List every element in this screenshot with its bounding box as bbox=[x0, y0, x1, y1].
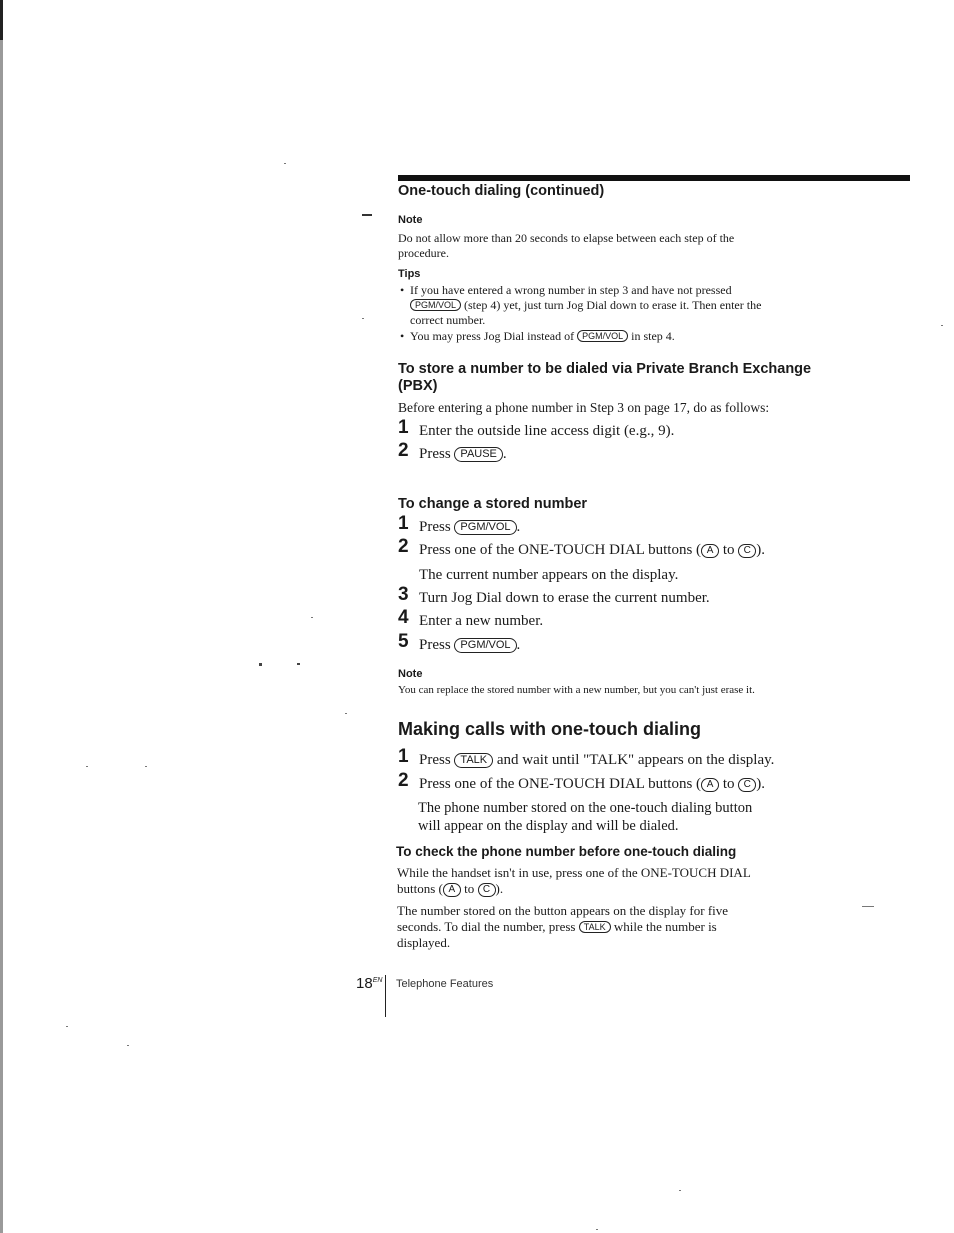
page-number-suffix: EN bbox=[372, 977, 383, 984]
scan-speck bbox=[596, 1229, 598, 1230]
bullet-icon: • bbox=[400, 283, 405, 297]
scan-speck bbox=[297, 663, 300, 665]
step-number: 1 bbox=[398, 417, 409, 438]
making-step-2-detail bbox=[418, 799, 752, 835]
step-number: 4 bbox=[398, 607, 409, 628]
pbx-heading-line: (PBX) bbox=[398, 378, 438, 394]
scan-speck bbox=[862, 906, 874, 907]
tip-text: correct number. bbox=[410, 313, 486, 327]
tips-list bbox=[398, 283, 818, 344]
scan-speck bbox=[941, 325, 943, 326]
step-text bbox=[419, 636, 520, 654]
scan-speck bbox=[127, 1045, 129, 1046]
step-text-part: . bbox=[516, 519, 521, 535]
step-text: Enter the outside line access digit (e.g., 9). bbox=[419, 423, 675, 439]
scan-speck bbox=[66, 1026, 68, 1027]
step-text bbox=[419, 775, 765, 793]
change-note-label: Note bbox=[398, 668, 423, 680]
scan-speck bbox=[145, 766, 147, 767]
paragraph-line: displayed. bbox=[397, 935, 451, 950]
step-text bbox=[419, 751, 774, 769]
step-text-part: and wait until "TALK" appears on the display. bbox=[496, 752, 775, 768]
bullet-icon: • bbox=[400, 329, 405, 343]
paragraph-text: seconds. To dial the number, press bbox=[397, 919, 576, 934]
footer-divider bbox=[385, 975, 386, 1017]
pgm-vol-key: PGM/VOL bbox=[454, 638, 516, 653]
paragraph-text: ). bbox=[495, 881, 504, 896]
step-text-part: Press one of the ONE-TOUCH DIAL buttons ( bbox=[419, 542, 702, 558]
step-number: 2 bbox=[398, 536, 409, 557]
section-title: One-touch dialing (continued) bbox=[398, 183, 605, 199]
scan-speck bbox=[284, 163, 286, 164]
scan-speck bbox=[86, 766, 88, 767]
c-key: C bbox=[738, 544, 756, 558]
check-heading: To check the phone number before one-touch dialing bbox=[396, 844, 737, 859]
making-calls-heading: Making calls with one-touch dialing bbox=[398, 719, 702, 739]
talk-key: TALK bbox=[579, 921, 611, 933]
step-text: Enter a new number. bbox=[419, 613, 544, 629]
check-paragraph-1 bbox=[397, 865, 751, 897]
check-paragraph-2 bbox=[397, 903, 728, 951]
pgm-vol-key: PGM/VOL bbox=[577, 330, 628, 342]
c-key: C bbox=[478, 883, 496, 897]
step-text-part: . bbox=[502, 446, 507, 462]
footer-section-title: Telephone Features bbox=[396, 978, 494, 990]
step-number: 1 bbox=[398, 513, 409, 534]
header-rule bbox=[398, 175, 910, 181]
tip-text: You may press Jog Dial instead of bbox=[410, 329, 575, 343]
change-heading: To change a stored number bbox=[398, 496, 588, 512]
step-number: 2 bbox=[398, 440, 409, 461]
scan-speck bbox=[259, 663, 262, 666]
paragraph-text: buttons ( bbox=[397, 881, 443, 896]
note-label: Note bbox=[398, 214, 423, 226]
pgm-vol-key: PGM/VOL bbox=[454, 520, 516, 535]
step-text bbox=[419, 541, 765, 559]
step-detail-line: The phone number stored on the one-touch dialing button bbox=[418, 800, 753, 816]
paragraph-line: While the handset isn't in use, press one of the ONE-TOUCH DIAL bbox=[397, 865, 751, 880]
tips-label: Tips bbox=[398, 268, 421, 280]
step-text bbox=[419, 518, 520, 536]
talk-key: TALK bbox=[454, 753, 493, 768]
a-key: A bbox=[443, 883, 461, 897]
step-number: 2 bbox=[398, 770, 409, 791]
a-key: A bbox=[701, 778, 719, 792]
step-detail-line: will appear on the display and will be dialed. bbox=[418, 818, 679, 834]
pbx-intro: Before entering a phone number in Step 3 on page 17, do as follows: bbox=[398, 400, 770, 415]
step-number: 3 bbox=[398, 584, 409, 605]
paragraph-line: The number stored on the button appears on the display for five bbox=[397, 903, 729, 918]
pause-key: PAUSE bbox=[454, 447, 502, 462]
pgm-vol-key: PGM/VOL bbox=[410, 299, 461, 311]
step-text bbox=[419, 445, 507, 463]
step-text-part: Press bbox=[419, 637, 451, 653]
step-text: Turn Jog Dial down to erase the current number. bbox=[419, 590, 710, 606]
scan-speck bbox=[345, 713, 347, 714]
scan-speck bbox=[362, 318, 364, 319]
paragraph-text: while the number is bbox=[613, 919, 717, 934]
tip-text: in step 4. bbox=[631, 329, 675, 343]
note-text: Do not allow more than 20 seconds to elapse between each step of the procedure. bbox=[398, 231, 735, 260]
tip-text: (step 4) yet, just turn Jog Dial down to erase it. Then enter the bbox=[464, 298, 762, 312]
tip-text: If you have entered a wrong number in step 3 and have not pressed bbox=[410, 283, 732, 297]
step-number: 1 bbox=[398, 746, 409, 767]
scan-speck bbox=[679, 1190, 681, 1191]
step-text-part: Press bbox=[419, 446, 451, 462]
step-text-part: Press one of the ONE-TOUCH DIAL buttons ( bbox=[419, 776, 702, 792]
step-text-part: to bbox=[722, 542, 735, 558]
step-text-part: . bbox=[516, 637, 521, 653]
a-key: A bbox=[701, 544, 719, 558]
page-number-value: 18 bbox=[356, 975, 373, 992]
scan-speck bbox=[362, 214, 372, 216]
step-text-part: Press bbox=[419, 752, 451, 768]
page-number bbox=[356, 975, 382, 992]
page-edge-mark bbox=[0, 0, 3, 40]
pbx-heading bbox=[398, 361, 811, 395]
step-text-part: Press bbox=[419, 519, 451, 535]
step-number: 5 bbox=[398, 631, 409, 652]
c-key: C bbox=[738, 778, 756, 792]
page-edge-shadow bbox=[0, 0, 3, 1233]
step-text-part: ). bbox=[756, 776, 765, 792]
pbx-heading-line: To store a number to be dialed via Private Branch Exchange bbox=[398, 361, 812, 377]
tip-item bbox=[398, 329, 818, 344]
paragraph-text: to bbox=[464, 881, 475, 896]
step-detail: The current number appears on the display. bbox=[419, 567, 679, 583]
scan-speck bbox=[311, 617, 313, 618]
step-text-part: ). bbox=[756, 542, 765, 558]
change-note-text: You can replace the stored number with a new number, but you can't just erase it. bbox=[398, 684, 755, 696]
tip-item bbox=[398, 283, 818, 328]
step-text-part: to bbox=[722, 776, 735, 792]
